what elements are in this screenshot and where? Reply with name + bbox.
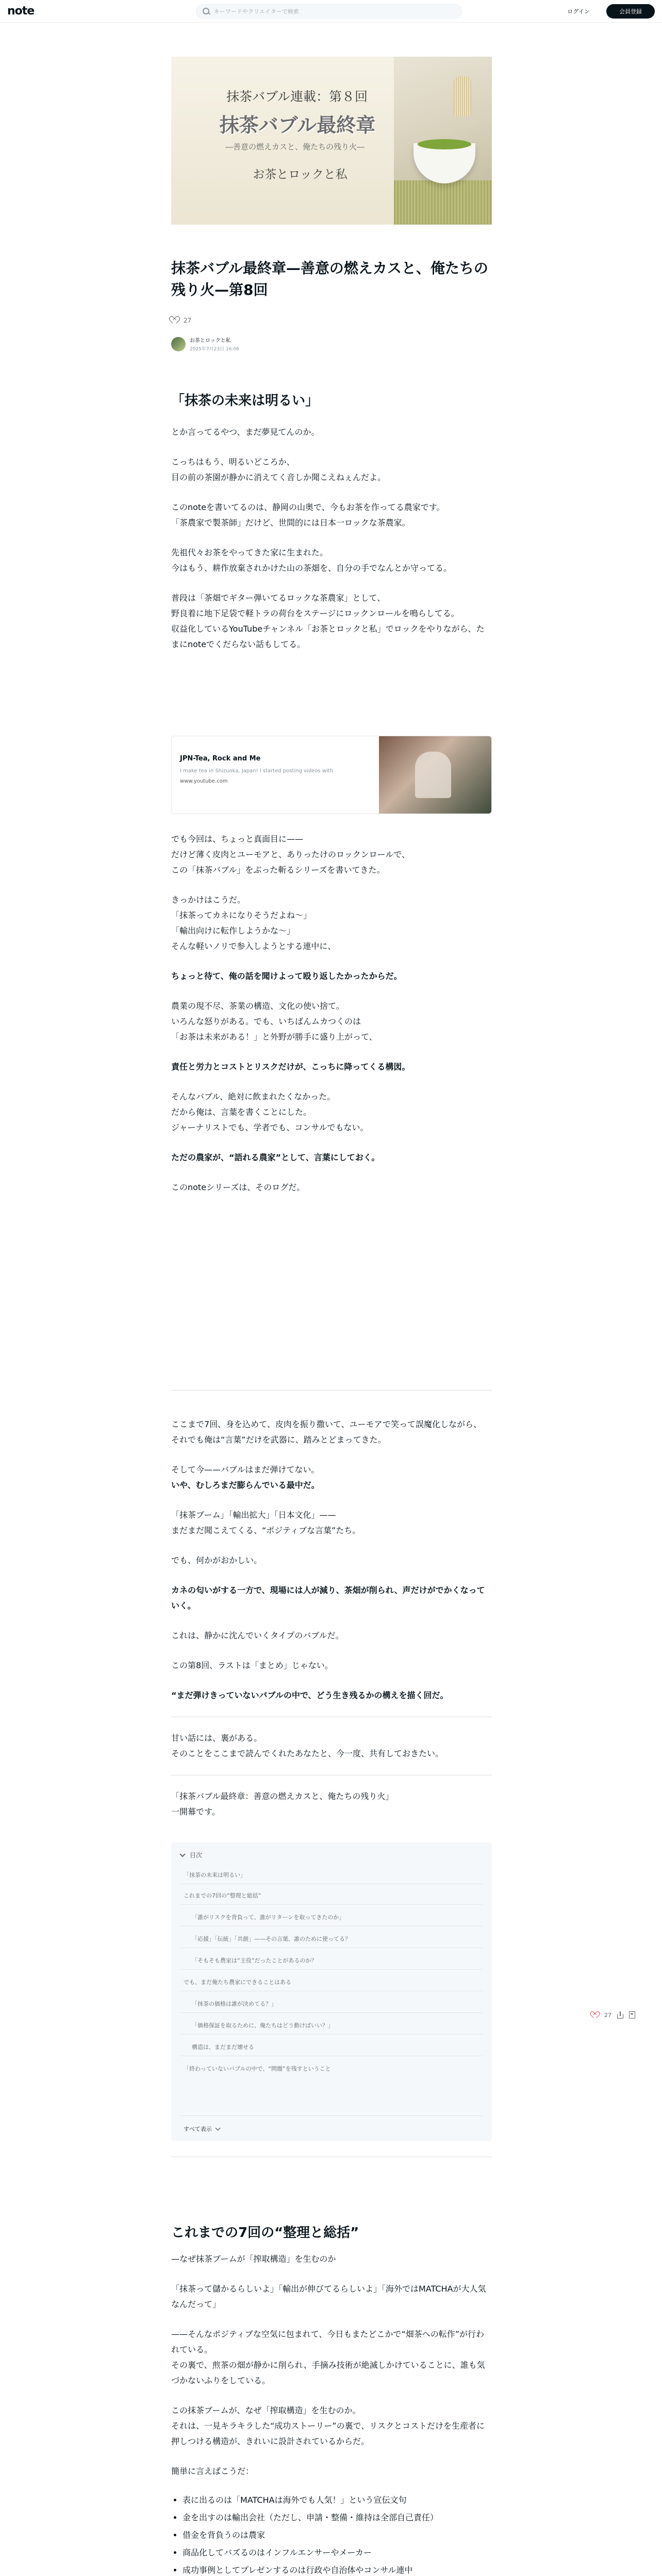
- paragraph: 「輸出向けに転作しようかな〜」: [171, 926, 295, 936]
- floating-actions: [592, 2011, 635, 2019]
- paragraph: [171, 1150, 492, 1165]
- section-summary: [171, 2224, 492, 2576]
- bold-text: “まだ弾けきっていないバブルの中で、どう生き残るかの構えを描く回だ。: [171, 1690, 449, 1700]
- paragraph: その裏で、煎茶の畑が静かに削られ、手摘み技術が絶滅しかけていることに、誰も気づかないふりをしている。: [171, 2360, 485, 2385]
- hero-kicker: 抹茶バブル連載：第８回: [226, 89, 368, 104]
- paragraph: 「抹茶って儲かるらしいよ」「輸出が伸びてるらしいよ」「海外ではMATCHAが大人気なんだって」: [171, 2284, 486, 2309]
- paragraph: [171, 1059, 492, 1075]
- toc-divider: [180, 1904, 483, 1905]
- paragraph: だから俺は、言葉を書くことにした。: [171, 1107, 312, 1117]
- paragraph: それでも俺は“言葉”だけを武器に、踏みとどまってきた。: [171, 1435, 386, 1445]
- paragraph: このnoteシリーズは、そのログだ。: [171, 1182, 305, 1192]
- list-item: • 金を出すのは輸出会社（ただし、申請・整備・維持は全部自己責任）: [183, 2509, 492, 2527]
- paragraph: ジャーナリストでも、学者でも、コンサルでもない。: [171, 1123, 369, 1132]
- section-intro: [171, 392, 492, 652]
- bold-text: 責任と労力とコストとリスクだけが、こっちに降ってくる構図。: [171, 1062, 410, 1072]
- toc-item[interactable]: 「抹茶の価格は誰が決めてる？」: [192, 2001, 277, 2007]
- toc-item[interactable]: 構造は、まだまだ壊せる: [192, 2044, 254, 2050]
- paragraph: 甘い話には、裏がある。: [171, 1733, 262, 1743]
- signup-button[interactable]: 会員登録: [606, 4, 655, 19]
- hero-title: 抹茶バブル最終章: [219, 113, 376, 137]
- toc-toggle[interactable]: [180, 1851, 202, 1859]
- matcha-surface: [418, 139, 471, 149]
- list-item: • 表に出るのは「MATCHAは海外でも人気！」という宣伝文句: [183, 2492, 492, 2509]
- paragraph: 先祖代々お茶をやってきた家に生まれた。: [171, 548, 328, 557]
- chevron-down-icon: [179, 1851, 185, 1857]
- paragraph: でも、何かがおかしい。: [171, 1555, 262, 1565]
- bullet-list: [171, 2492, 492, 2576]
- paragraph: いろんな怒りがある。でも、いちばんムカつくのは: [171, 1016, 361, 1026]
- paragraph: そんなバブル、絶対に飲まれたくなかった。: [171, 1092, 336, 1101]
- paragraph: まだまだ聞こえてくる、“ポジティブな言葉”たち。: [171, 1526, 361, 1535]
- paragraph: 「抹茶ってカネになりそうだよね〜」: [171, 910, 312, 920]
- toc-label: 目次: [190, 1852, 203, 1859]
- paragraph: それは、一見キラキラした“成功ストーリー”の裏で、リスクとコストだけを生産者に押しつける構造が、きれいに設計されているからだ。: [171, 2421, 485, 2446]
- hero-subtitle: ―善意の燃えカスと、俺たちの残り火―: [225, 142, 365, 151]
- like-counter[interactable]: [171, 315, 191, 326]
- list-item: • 借金を背負うのは農家: [183, 2527, 492, 2544]
- paragraph: そして今——バブルはまだ弾けてない。: [171, 1465, 320, 1475]
- embed-thumbnail[interactable]: [379, 736, 492, 814]
- bookmark-icon[interactable]: [629, 2011, 635, 2019]
- paragraph: きっかけはこうだ。: [171, 895, 246, 905]
- paragraph: この「抹茶バブル」をぶった斬るシリーズを書いてきた。: [171, 865, 385, 875]
- toc-item[interactable]: でも、まだ俺たち農家にできることはある: [184, 1979, 291, 1986]
- hero-tagline: お茶とロックと私: [253, 168, 347, 181]
- login-button[interactable]: ログイン: [560, 5, 597, 18]
- paragraph: こっちはもう、明るいどころか、: [171, 457, 295, 467]
- heart-icon[interactable]: [592, 2012, 599, 2018]
- bold-text: ちょっと待て、俺の話を聞けよって殴り返したかったからだ。: [171, 971, 402, 981]
- paragraph: 野良着に地下足袋で軽トラの荷台をステージにロックンロールを鳴らしてる。: [171, 608, 459, 618]
- paragraph: 簡単に言えばこうだ：: [171, 2466, 254, 2476]
- paragraph: だけど薄く皮肉とユーモアと、ありったけのロックンロールで、: [171, 850, 410, 859]
- paragraph: これは、静かに沈んでいくタイプのバブルだ。: [171, 1631, 344, 1640]
- paragraph: 「茶農家で製茶師」だけど、世間的には日本一ロックな茶農家。: [171, 518, 410, 528]
- paragraph: [171, 969, 492, 984]
- article-title: 抹茶バブル最終章—善意の燃えカスと、俺たちの残り火—第8回: [171, 260, 488, 298]
- toc-divider: [180, 1947, 483, 1948]
- section-motivation: [171, 832, 492, 1195]
- toc-divider: [180, 2115, 483, 2116]
- divider: [171, 1390, 492, 1391]
- chevron-down-icon: [215, 2125, 220, 2130]
- paragraph: —なぜ抹茶ブームが「搾取構造」を生むのか: [171, 2254, 336, 2264]
- youtube-embed-card[interactable]: [171, 736, 492, 814]
- paragraph: この抹茶ブームが、なぜ「搾取構造」を生むのか。: [171, 2405, 361, 2415]
- toc-divider: [180, 2034, 483, 2035]
- paragraph: 農業の現不尽、茶業の構造、文化の使い捨て。: [171, 1001, 344, 1011]
- embed-url[interactable]: www.youtube.com: [180, 778, 228, 784]
- list-item: • 成功事例としてプレゼンするのは行政や自治体やコンサル連中: [183, 2562, 492, 2576]
- paragraph: [171, 1583, 492, 1614]
- paragraph: ——そんなポジティブな空気に包まれて、今日もまたどこかで“畑茶への転作”が行われている。: [171, 2329, 484, 2354]
- toc-item[interactable]: 「抹茶の未来は明るい」: [184, 1872, 246, 1878]
- bold-text: カネの匂いがする一方で、現場には人が減り、茶畑が削られ、声だけがでかくなっていく。: [171, 1585, 485, 1611]
- toc-item[interactable]: これまでの7回の“整理と総括”: [184, 1892, 261, 1899]
- search-input[interactable]: [214, 8, 441, 15]
- search-icon: [203, 8, 210, 15]
- search-bar[interactable]: [196, 4, 462, 19]
- paragraph: 収益化しているYouTubeチャンネル「お茶とロックと私」でロックをやりながら、たまにnoteでくだらない話もしてる。: [171, 624, 485, 649]
- toc-item[interactable]: 「誰がリスクを背負って、誰がリターンを取ってきたのか」: [192, 1914, 345, 1921]
- show-all-label: すべて表示: [184, 2126, 212, 2132]
- paragraph: [171, 1688, 492, 1703]
- hero-background: [171, 57, 413, 225]
- note-logo[interactable]: note: [7, 5, 35, 18]
- section-heading: これまでの7回の“整理と総括”: [171, 2225, 359, 2241]
- embed-title[interactable]: JPN-Tea, Rock and Me: [180, 755, 261, 762]
- avatar[interactable]: [171, 337, 186, 351]
- paragraph: ここまで7回、身を込めて、皮肉を振り撒いて、ユーモアで笑って誤魔化しながら、: [171, 1419, 482, 1429]
- table-of-contents: [171, 1842, 492, 2141]
- show-all-button[interactable]: [184, 2125, 220, 2133]
- heart-icon[interactable]: [171, 317, 179, 324]
- paragraph: 「抹茶バブル最終章：善意の燃えカスと、俺たちの残り火」: [171, 1791, 394, 1801]
- author-name[interactable]: お茶とロックと私: [190, 338, 231, 344]
- paragraph: 「お茶は未来がある！」と外野が勝手に盛り上がって、: [171, 1032, 377, 1042]
- tatami-mat: [394, 180, 492, 225]
- paragraph: 一開幕です。: [171, 1807, 220, 1817]
- author-info[interactable]: [171, 336, 239, 352]
- paragraph: このnoteを書いてるのは、静岡の山奥で、今もお茶を作ってる農家です。: [171, 502, 445, 512]
- toc-item[interactable]: 「応援」「伝統」「共創」——その言葉、誰のために使ってる？: [192, 1936, 351, 1942]
- paragraph: 普段は「茶畑でギター弾いてるロックな茶農家」として、: [171, 593, 386, 603]
- paragraph: でも今回は、ちょっと真面目に——: [171, 834, 304, 844]
- paragraph: この第8回、ラストは「まとめ」じゃない。: [171, 1660, 333, 1670]
- toc-item[interactable]: 「価格保証を取るために、俺たちはどう動けばいい？」: [192, 2022, 334, 2029]
- paragraph: 今はもう、耕作放棄されかけた山の茶畑を、自分の手でなんとか守ってる。: [171, 563, 452, 573]
- like-count: 27: [184, 317, 192, 324]
- list-item: • 商品化してバズるのはインフルエンサーやメーカー: [183, 2544, 492, 2562]
- toc-divider: [180, 2012, 483, 2013]
- paragraph: [171, 1478, 492, 1493]
- post-date: 2025年7月23日 16:06: [190, 347, 239, 352]
- paragraph: 「抹茶ブーム」「輸出拡大」「日本文化」——: [171, 1510, 336, 1520]
- toc-item[interactable]: 「そもそも農家は“主役”だったことがあるのか？: [192, 1957, 317, 1964]
- paragraph: 目の前の茶園が静かに消えてく音しか聞こえねぇんだよ。: [171, 472, 386, 482]
- floating-like-count: 27: [604, 2011, 611, 2019]
- bold-text: いや、むしろまだ膨らんでいる最中だ。: [171, 1480, 320, 1490]
- paragraph: そのことをここまで読んでくれたあなたと、今一度、共有しておきたい。: [171, 1749, 444, 1758]
- section-heading: 「抹茶の未来は明るい」: [171, 393, 319, 409]
- share-icon[interactable]: [617, 2011, 624, 2019]
- embed-description: I make tea in Shizuoka, Japan! I started posting videos with: [180, 768, 334, 774]
- toc-item[interactable]: 「終わっていないバブルの中で、“問題”を残すということ: [184, 2065, 331, 2072]
- paragraph: そんな軽いノリで参入しようとする連中に、: [171, 941, 336, 951]
- paragraph: とか言ってるやつ、まだ夢見てんのか。: [171, 427, 320, 437]
- bold-text: ただの農家が、“語れる農家”として、言葉にしておく。: [171, 1153, 380, 1162]
- hero-image: [171, 57, 492, 225]
- toc-divider: [180, 1969, 483, 1970]
- site-header: [0, 0, 662, 23]
- chasen-whisk: [454, 76, 471, 116]
- section-prologue: [171, 1417, 492, 1820]
